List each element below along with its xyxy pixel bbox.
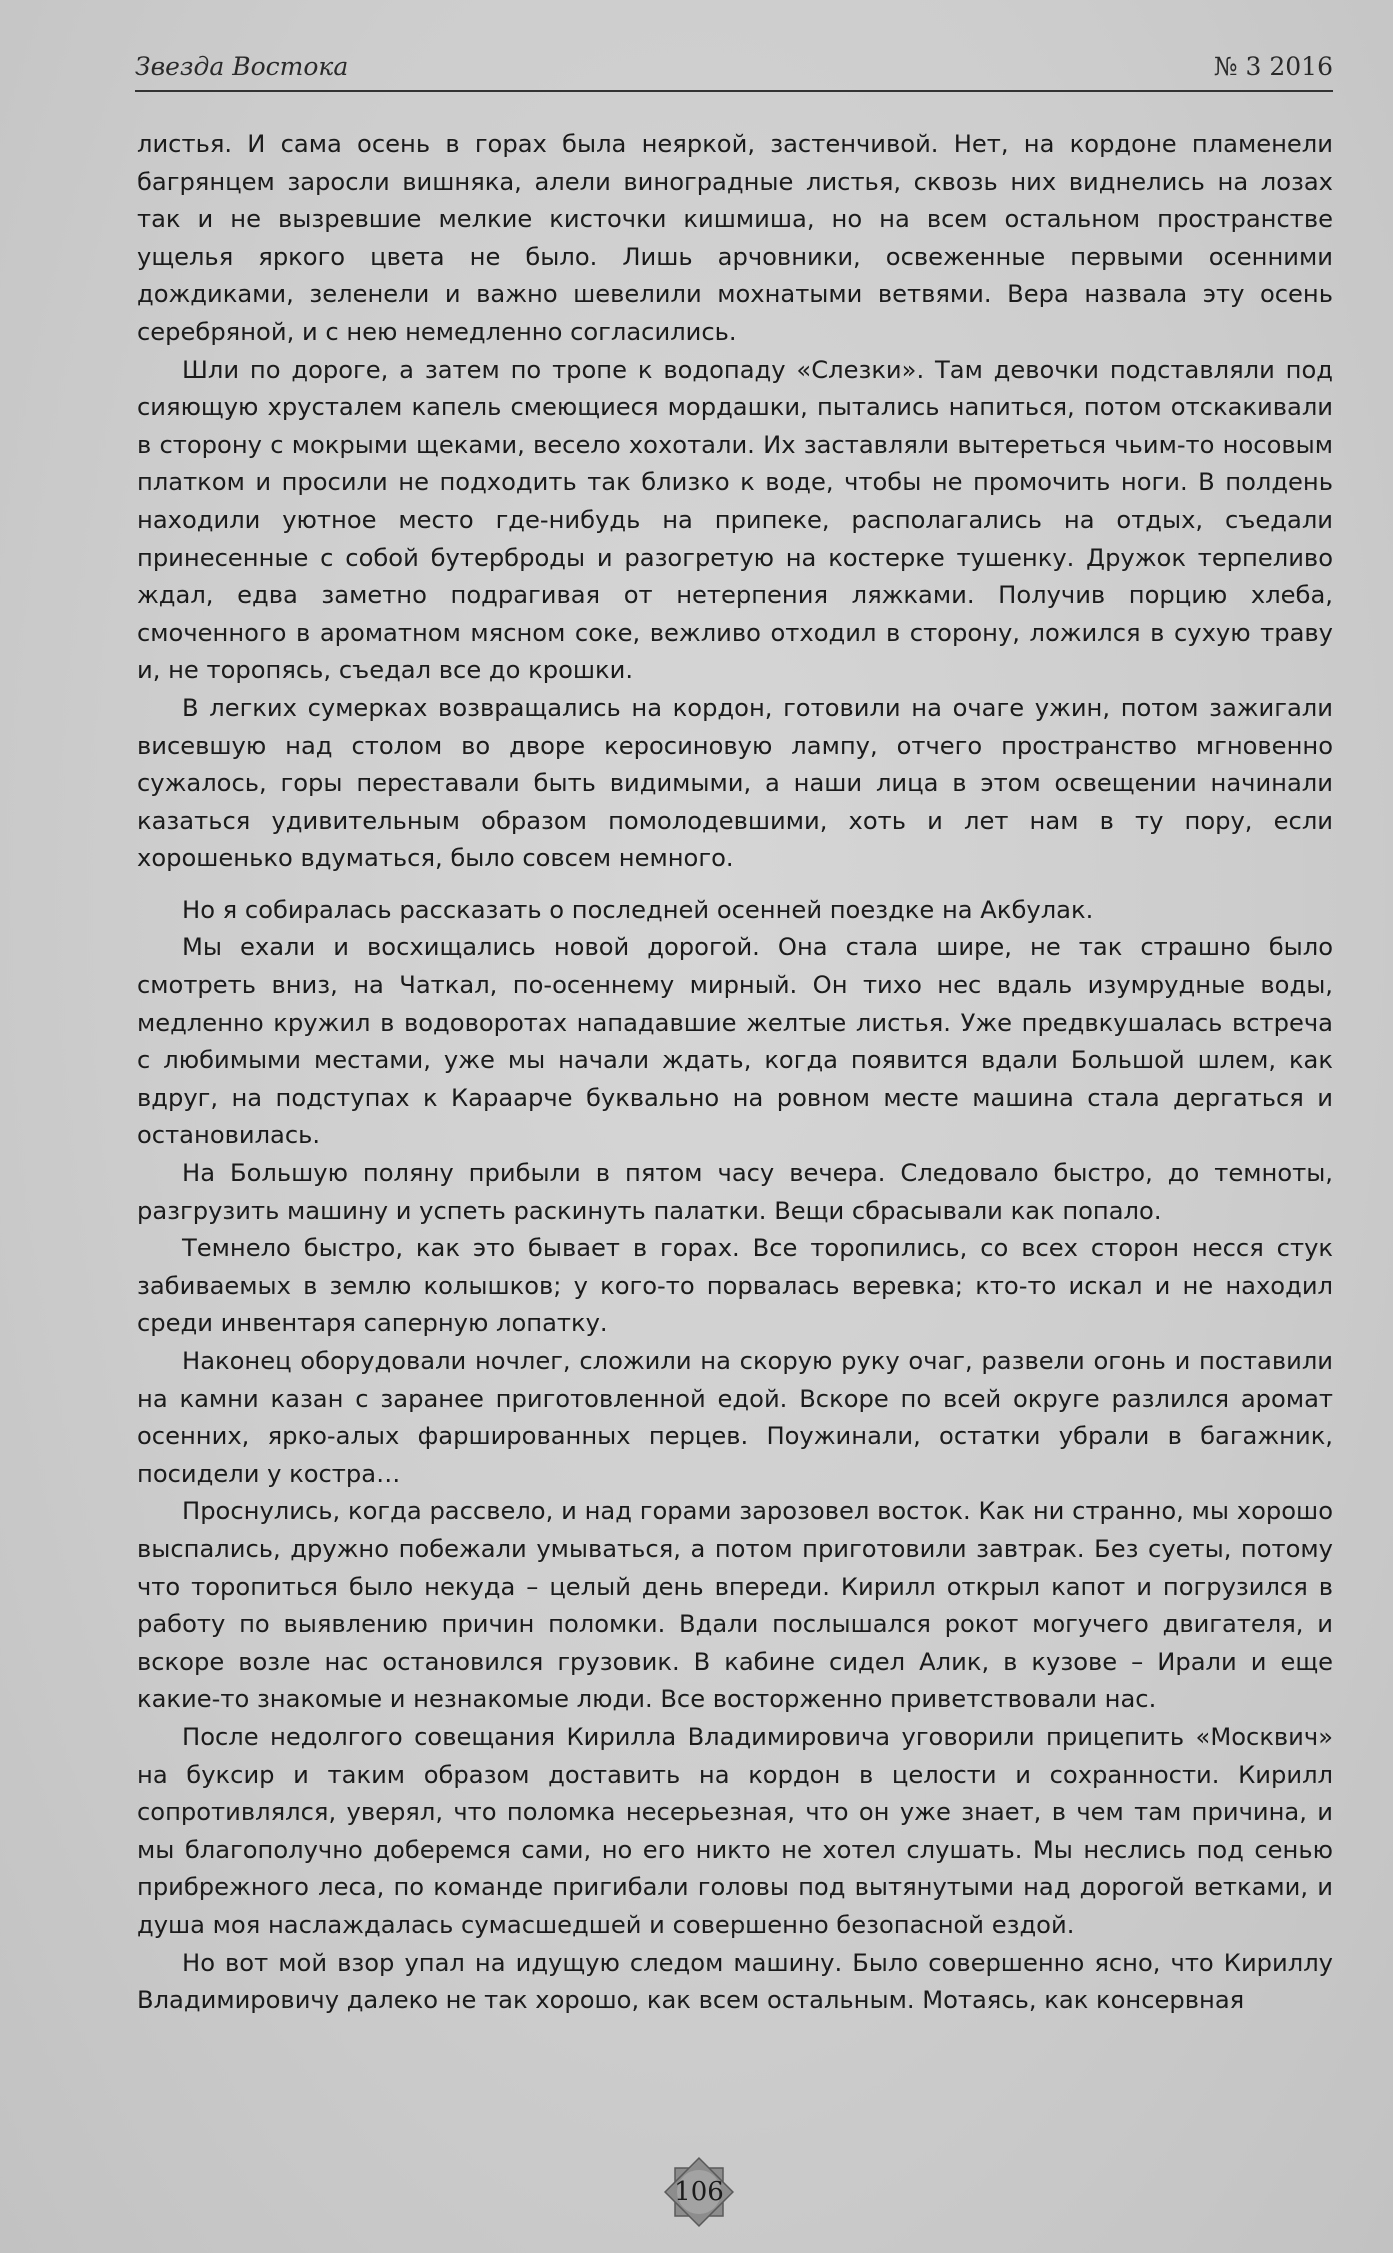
paragraph: Наконец оборудовали ночлег, сложили на скорую руку очаг, развели огонь и поставили на камни казан с заранее приготовленной едой. Вскоре по всей округе разлился аромат осенних, ярко-алых фаршированных перцев. Поужинали, остатки убрали в багажник, посидели у костра… [137, 1347, 1333, 1488]
paragraph: На Большую поляну прибыли в пятом часу вечера. Следовало быстро, до темноты, разгрузить машину и успеть раскинуть палатки. Вещи сбрасывали как попало. [137, 1159, 1333, 1225]
paragraph: Темнело быстро, как это бывает в горах. Все торопились, со всех сторон несся стук забиваемых в землю колышков; у кого-то порвалась веревка; кто-то искал и не находил среди инвентаря саперную лопатку. [137, 1234, 1333, 1338]
header-rule [135, 90, 1333, 92]
paragraph: Мы ехали и восхищались новой дорогой. Она стала шире, не так страшно было смотреть вниз, на Чаткал, по-осеннему мирный. Он тихо нес вдаль изумрудные воды, медленно кружил в водоворотах нападавшие желтые листья. Уже предвкушалась встреча с любимыми местами, уже мы начали ждать, когда появится вдали Большой шлем, как вдруг, на подступах к Караарче буквально на ровном месте машина стала дергаться и остановилась. [137, 933, 1333, 1150]
page-number: 106 [674, 2177, 724, 2207]
page-number-ornament [661, 2154, 737, 2230]
journal-title: Звезда Востока [135, 52, 349, 81]
paragraph: В легких сумерках возвращались на кордон, готовили на очаге ужин, потом зажигали висевшую над столом во дворе керосиновую лампу, отчего пространство мгновенно сужалось, горы переставали быть видимыми, а наши лица в этом освещении начинали казаться удивительным образом помолодевшими, хоть и лет нам в ту пору, если хорошенько вдуматься, было совсем немного. [137, 693, 1333, 873]
paragraph: листья. И сама осень в горах была неяркой, застенчивой. Нет, на кордоне пламенели багрянцем заросли вишняка, алели виноградные листья, сквозь них виднелись на лозах так и не вызревшие мелкие кисточки кишмиша, но на всем остальном пространстве ущелья яркого цвета не было. Лишь арчовники, освеженные первыми осенними дождиками, зеленели и важно шевелили мохнатыми ветвями. Вера назвала эту осень серебряной, и с нею немедленно согласились. [137, 130, 1333, 346]
paragraph: После недолгого совещания Кирилла Владимировича уговорили прицепить «Москвич» на буксир и таким образом доставить на кордон в целости и сохранности. Кирилл сопротивлялся, уверял, что поломка несерьезная, что он уже знает, в чем там причина, и мы благополучно доберемся сами, но его никто не хотел слушать. Мы неслись под сенью прибрежного леса, по команде пригибали головы под вытянутыми над дорогой ветками, и душа моя наслаждалась сумасшедшей и совершенно безопасной ездой. [137, 1722, 1333, 1939]
paragraph: Но вот мой взор упал на идущую следом машину. Было совершенно ясно, что Кириллу Владимировичу далеко не так хорошо, как всем остальным. Мотаясь, как консервная [137, 1948, 1333, 2015]
issue-number: № 3 2016 [1213, 52, 1333, 81]
article-body [137, 126, 1333, 2020]
paragraph: Шли по дороге, а затем по тропе к водопаду «Слезки». Там девочки подставляли под сияющую хрусталем капель смеющиеся мордашки, пытались напиться, потом отскакивали в сторону с мокрыми щеками, весело хохотали. Их заставляли вытереться чьим-то носовым платком и просили не подходить так близко к воде, чтобы не промочить ноги. В полдень находили уютное место где-нибудь на припеке, располагались на отдых, съедали принесенные с собой бутерброды и разогретую на костерке тушенку. Дружок терпеливо ждал, едва заметно подрагивая от нетерпения ляжками. Получив порцию хлеба, смоченного в ароматном мясном соке, вежливо отходил в сторону, ложился в сухую траву и, не торопясь, съедал все до крошки. [137, 355, 1333, 685]
running-header [135, 52, 1333, 92]
paragraph: Проснулись, когда рассвело, и над горами зарозовел восток. Как ни странно, мы хорошо выспались, дружно побежали умываться, а потом приготовили завтрак. Без суеты, потому что торопиться было некуда – целый день впереди. Кирилл открыл капот и погрузился в работу по выявлению причин поломки. Вдали послышался рокот могучего двигателя, и вскоре возле нас остановился грузовик. В кабине сидел Алик, в кузове – Ирали и еще какие-то знакомые и незнакомые люди. Все восторженно приветствовали нас. [137, 1497, 1333, 1714]
paragraph: Но я собиралась рассказать о последней осенней поездке на Акбулак. [182, 895, 1094, 924]
